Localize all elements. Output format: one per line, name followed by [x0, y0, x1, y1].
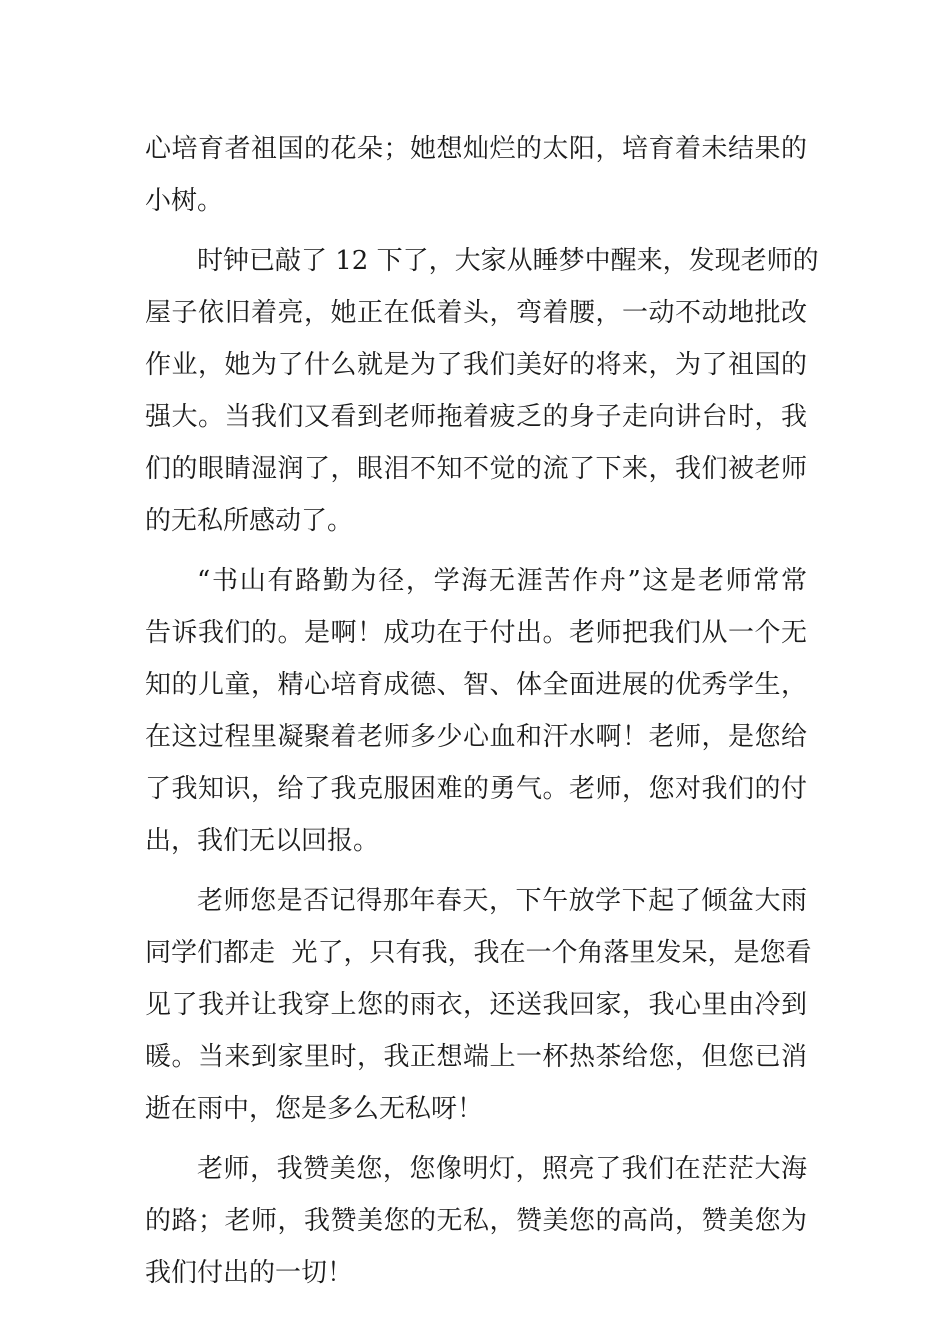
text-line: 告诉我们的。是啊！成功在于付出。老师把我们从一个无: [145, 618, 807, 648]
text-line: “书山有路勤为径，学海无涯苦作舟”这是老师常常: [197, 566, 807, 596]
paragraph: [145, 123, 807, 227]
essay-body: [145, 123, 819, 1299]
text-line: 强大。当我们又看到老师拖着疲乏的身子走向讲台时，我: [145, 402, 807, 432]
text-line: 的路；老师，我赞美您的无私，赞美您的高尚，赞美您为: [145, 1206, 807, 1236]
text-line: 小树。: [145, 186, 224, 216]
text-line: 们的眼睛湿润了，眼泪不知不觉的流了下来，我们被老师: [145, 454, 807, 484]
text-line: 同学们都走 光了，只有我，我在一个角落里发呆，是您看: [145, 938, 812, 968]
text-line: 我们付出的一切！: [145, 1258, 354, 1288]
text-line: 老师，我赞美您，您像明灯，照亮了我们在茫茫大海: [197, 1154, 807, 1184]
text-line: 在这过程里凝聚着老师多少心血和汗水啊！老师，是您给: [145, 722, 807, 752]
text-line: 作业，她为了什么就是为了我们美好的将来，为了祖国的: [145, 350, 807, 380]
text-line: 心培育者祖国的花朵；她想灿烂的太阳，培育着未结果的: [145, 134, 807, 164]
text-line: 的无私所感动了。: [145, 506, 354, 536]
text-line: 见了我并让我穿上您的雨衣，还送我回家，我心里由冷到: [145, 990, 807, 1020]
text-line: 老师您是否记得那年春天，下午放学下起了倾盆大雨: [197, 886, 807, 916]
text-line: 暖。当来到家里时，我正想端上一杯热茶给您，但您已消: [145, 1042, 807, 1072]
paragraph: [145, 1143, 807, 1299]
text-line: 时钟已敲了 12 下了，大家从睡梦中醒来，发现老师的: [197, 246, 819, 276]
text-line: 逝在雨中，您是多么无私呀！: [145, 1094, 484, 1124]
text-line: 了我知识，给了我克服困难的勇气。老师，您对我们的付: [145, 774, 807, 804]
paragraph: [145, 875, 812, 1135]
text-line: 知的儿童，精心培育成德、智、体全面进展的优秀学生，: [145, 670, 807, 700]
text-line: 出，我们无以回报。: [145, 826, 380, 856]
paragraph: [145, 555, 807, 867]
text-line: 屋子依旧着亮，她正在低着头，弯着腰，一动不动地批改: [145, 298, 807, 328]
paragraph: [145, 235, 819, 547]
